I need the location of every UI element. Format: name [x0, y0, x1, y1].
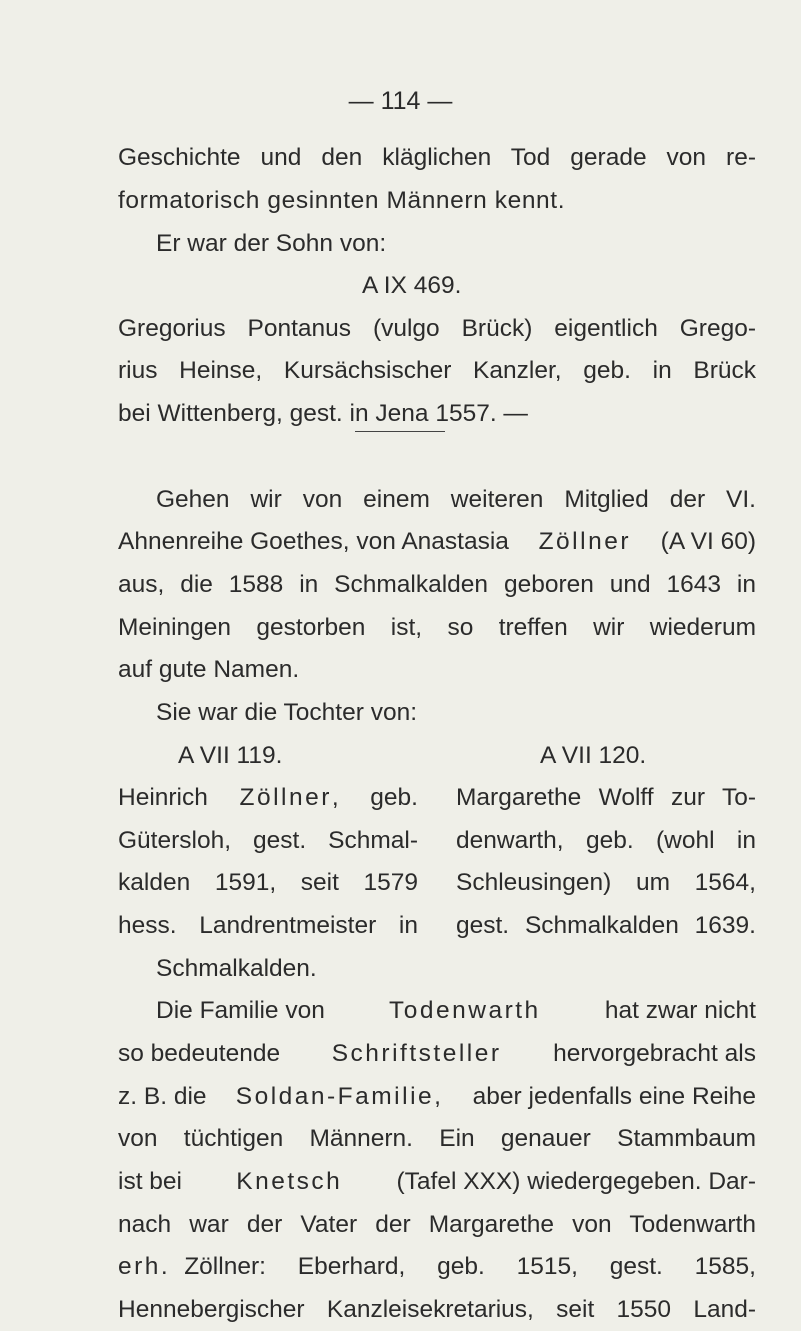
text-line: Margarethe Wolff zur To-	[456, 784, 756, 811]
text-segment: geb.	[370, 784, 418, 811]
text-line	[118, 1167, 756, 1197]
text-segment: Zöllner: Eberhard, geb. 1515, gest. 1585,	[184, 1253, 756, 1280]
text-line: Schleusingen) um 1564,	[456, 869, 756, 896]
text-segment: (Tafel XXX) wiedergegeben. Dar-	[396, 1168, 756, 1195]
text-line	[118, 527, 756, 557]
text-line: hess. Landrentmeister in	[118, 912, 418, 939]
text-line: Geschichte und den kläglichen Tod gerade von re-	[118, 144, 756, 171]
spaced-name: Knetsch	[236, 1168, 343, 1195]
spaced-name: Soldan-Familie,	[235, 1083, 444, 1110]
text-segment: hat zwar nicht	[604, 997, 756, 1024]
daughter-line: Sie war die Tochter von:	[156, 699, 418, 726]
text-line: aus, die 1588 in Schmalkalden geboren und 1643 in	[118, 571, 756, 598]
reference-id: A VII 119.	[178, 742, 283, 769]
text-segment: (A VI 60)	[660, 528, 756, 555]
spaced-name: Zöllner	[239, 784, 332, 811]
text-line: Schmalkalden.	[156, 955, 317, 982]
text-line	[118, 1039, 756, 1069]
text-line: Gehen wir von einem weiteren Mitglied der VI.	[156, 486, 756, 513]
text-segment: Ahnenreihe Goethes, von Anastasia	[118, 528, 509, 555]
spaced-abbreviation: erh.	[118, 1253, 171, 1280]
spaced-name: Zöllner	[538, 528, 631, 555]
text-segment: ist bei	[118, 1168, 183, 1195]
text-line: denwarth, geb. (wohl in	[456, 827, 756, 854]
spaced-name: Todenwarth	[389, 997, 541, 1024]
text-line	[118, 1082, 756, 1112]
text-segment: Heinrich	[118, 784, 208, 811]
text-segment: hervorgebracht als	[553, 1040, 756, 1067]
reference-id: A IX 469.	[362, 272, 462, 299]
text-line: auf gute Namen.	[118, 656, 300, 683]
text-line	[156, 996, 756, 1026]
text-line: kalden 1591, seit 1579	[118, 869, 418, 896]
text-segment: z. B. die	[118, 1083, 207, 1110]
spaced-name: Schriftsteller	[331, 1040, 502, 1067]
text-line: Gütersloh, gest. Schmal-	[118, 827, 418, 854]
text-segment: Zöllner,	[239, 784, 339, 811]
text-line: formatorisch gesinnten Männern kennt.	[118, 187, 566, 214]
text-line: Hennebergischer Kanzleisekretarius, seit 1550 Land-	[118, 1296, 756, 1323]
section-divider	[355, 431, 445, 432]
text-line: gest. Schmalkalden 1639.	[456, 912, 756, 939]
text-line: von tüchtigen Männern. Ein genauer Stammbaum	[118, 1125, 756, 1152]
text-segment: Die Familie von	[156, 997, 325, 1024]
text-line: nach war der Vater der Margarethe von Todenwarth	[118, 1211, 756, 1238]
text-line	[118, 783, 418, 813]
text-segment: aber jedenfalls eine Reihe	[472, 1083, 756, 1110]
text-line: Gregorius Pontanus (vulgo Brück) eigentlich Grego-	[118, 315, 756, 342]
text-line: rius Heinse, Kursächsischer Kanzler, geb. in Brück	[118, 357, 756, 384]
text-line	[118, 1252, 756, 1282]
page-number: — 114 —	[348, 87, 453, 115]
text-line: bei Wittenberg, gest. in Jena 1557. —	[118, 400, 528, 427]
son-of-line: Er war der Sohn von:	[156, 230, 387, 257]
text-line: Meiningen gestorben ist, so treffen wir wiederum	[118, 614, 756, 641]
reference-id: A VII 120.	[540, 742, 647, 769]
text-segment: so bedeutende	[118, 1040, 281, 1067]
